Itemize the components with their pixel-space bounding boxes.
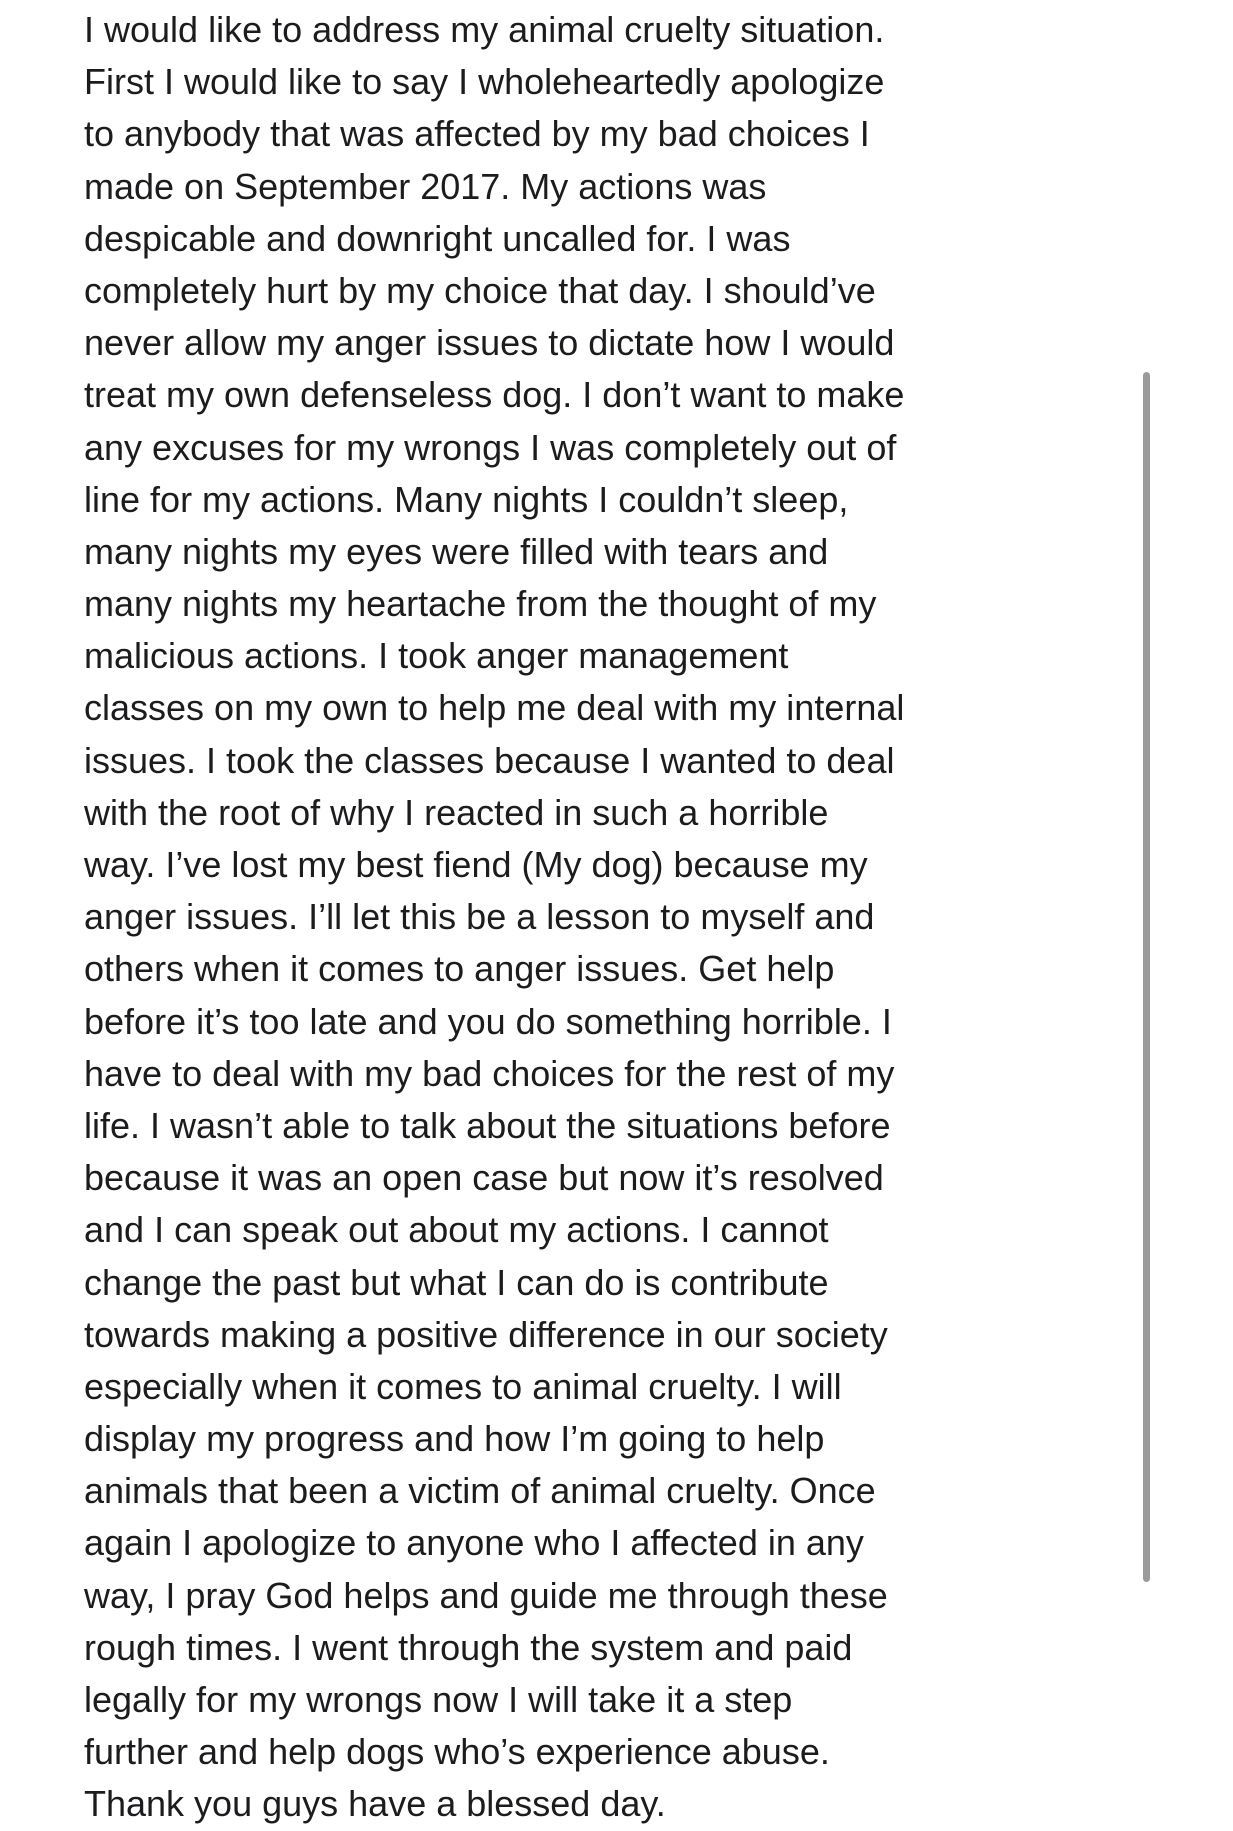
post-line: display my progress and how I’m going to help: [84, 1418, 825, 1460]
post-line: again I apologize to anyone who I affected in any: [84, 1522, 864, 1564]
post-line: classes on my own to help me deal with my internal: [84, 687, 905, 729]
post-line: despicable and downright uncalled for. I was: [84, 217, 791, 259]
post-line: issues. I took the classes because I wanted to deal: [84, 739, 895, 781]
post-line: others when it comes to anger issues. Get help: [84, 948, 835, 990]
post-line: towards making a positive difference in our society: [84, 1313, 888, 1355]
post-line: treat my own defenseless dog. I don’t want to make: [84, 374, 905, 416]
vertical-scrollbar[interactable]: [1143, 372, 1150, 1582]
post-line: have to deal with my bad choices for the rest of my: [84, 1052, 895, 1094]
post-line: especially when it comes to animal cruelty. I will: [84, 1365, 842, 1407]
post-line: many nights my eyes were filled with tears and: [84, 530, 829, 572]
post-line: way. I’ve lost my best fiend (My dog) because my: [84, 844, 868, 885]
post-line: Thank you guys have a blessed day.: [84, 1783, 666, 1825]
post-line: made on September 2017. My actions was: [84, 165, 767, 207]
post-line: any excuses for my wrongs I was completely out of: [84, 426, 897, 468]
post-line: life. I wasn’t able to talk about the situations before: [84, 1104, 891, 1146]
post-line: legally for my wrongs now I will take it a step: [84, 1679, 793, 1720]
post-line: way, I pray God helps and guide me through these: [84, 1574, 888, 1616]
post-line: First I would like to say I wholeheartedly apologize: [84, 61, 885, 103]
post-line: never allow my anger issues to dictate how I would: [84, 322, 895, 364]
post-line: completely hurt by my choice that day. I should’ve: [84, 269, 876, 311]
post-line: further and help dogs who’s experience abuse.: [84, 1731, 830, 1773]
post-line: to anybody that was affected by my bad choices I: [84, 113, 870, 155]
post-line: line for my actions. Many nights I couldn’t sleep,: [84, 478, 849, 520]
post-line: I would like to address my animal cruelty situation.: [84, 9, 885, 50]
post-line: animals that been a victim of animal cruelty. Once: [84, 1470, 876, 1512]
post-text-body: [84, 4, 1124, 1831]
post-line: rough times. I went through the system and paid: [84, 1626, 853, 1668]
post-line: many nights my heartache from the thought of my: [84, 583, 877, 625]
post-line: before it’s too late and you do something horrible. I: [84, 1000, 892, 1042]
post-line: anger issues. I’ll let this be a lesson to myself and: [84, 896, 875, 938]
post-line: malicious actions. I took anger management: [84, 635, 789, 677]
post-line: change the past but what I can do is contribute: [84, 1261, 829, 1303]
post-line: with the root of why I reacted in such a horrible: [84, 791, 829, 833]
post-line: and I can speak out about my actions. I cannot: [84, 1209, 829, 1251]
post-line: because it was an open case but now it’s resolved: [84, 1157, 884, 1199]
